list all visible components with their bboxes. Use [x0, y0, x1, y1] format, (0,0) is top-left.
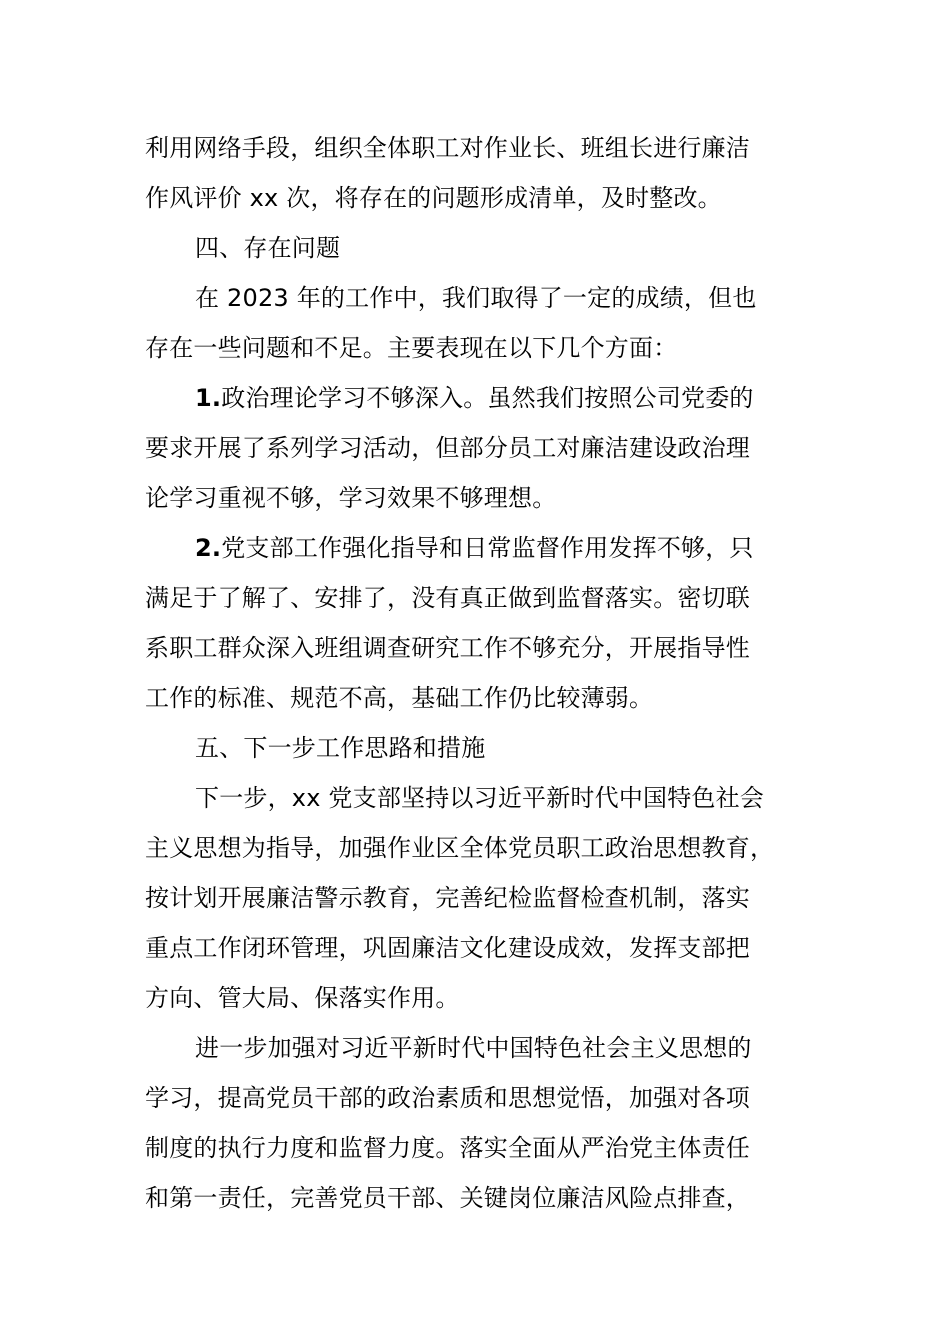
paragraph-line: 工作的标准、规范不高，基础工作仍比较薄弱。 — [145, 684, 654, 712]
paragraph-line: 重点工作闭环管理，巩固廉洁文化建设成效，发挥支部把 — [145, 934, 750, 962]
section-heading-problems: 四、存在问题 — [195, 234, 341, 262]
list-item-1 — [195, 381, 754, 415]
paragraph-line: 进一步加强对习近平新时代中国特色社会主义思想的 — [195, 1034, 752, 1062]
paragraph-line: 作风评价 xx 次，将存在的问题形成清单，及时整改。 — [145, 184, 722, 212]
list-number: 1. — [195, 384, 222, 412]
paragraph-line: 利用网络手段，组织全体职工对作业长、班组长进行廉洁 — [145, 134, 750, 162]
paragraph-line: 方向、管大局、保落实作用。 — [145, 984, 460, 1012]
paragraph-line: 和第一责任，完善党员干部、关键岗位廉洁风险点排查， — [145, 1184, 750, 1212]
paragraph-line: 在 2023 年的工作中，我们取得了一定的成绩，但也 — [195, 284, 757, 312]
list-item-2 — [195, 531, 754, 565]
paragraph-line: 下一步，xx 党支部坚持以习近平新时代中国特色社会 — [195, 784, 765, 812]
paragraph-line: 系职工群众深入班组调查研究工作不够充分，开展指导性 — [145, 634, 750, 662]
paragraph-line: 存在一些问题和不足。主要表现在以下几个方面： — [145, 334, 678, 362]
paragraph-line: 制度的执行力度和监督力度。落实全面从严治党主体责任 — [145, 1134, 750, 1162]
list-item-text: 政治理论学习不够深入。虽然我们按照公司党委的 — [221, 384, 754, 412]
paragraph-line: 论学习重视不够，学习效果不够理想。 — [145, 484, 557, 512]
section-heading-next-steps: 五、下一步工作思路和措施 — [195, 734, 486, 762]
paragraph-line: 按计划开展廉洁警示教育，完善纪检监督检查机制，落实 — [145, 884, 750, 912]
list-item-text: 党支部工作强化指导和日常监督作用发挥不够，只 — [221, 534, 754, 562]
paragraph-line: 要求开展了系列学习活动，但部分员工对廉洁建设政治理 — [145, 434, 750, 462]
paragraph-line: 满足于了解了、安排了，没有真正做到监督落实。密切联 — [145, 584, 750, 612]
paragraph-line: 学习，提高党员干部的政治素质和思想觉悟，加强对各项 — [145, 1084, 750, 1112]
paragraph-line: 主义思想为指导，加强作业区全体党员职工政治思想教育， — [145, 834, 775, 862]
list-number: 2. — [195, 534, 222, 562]
